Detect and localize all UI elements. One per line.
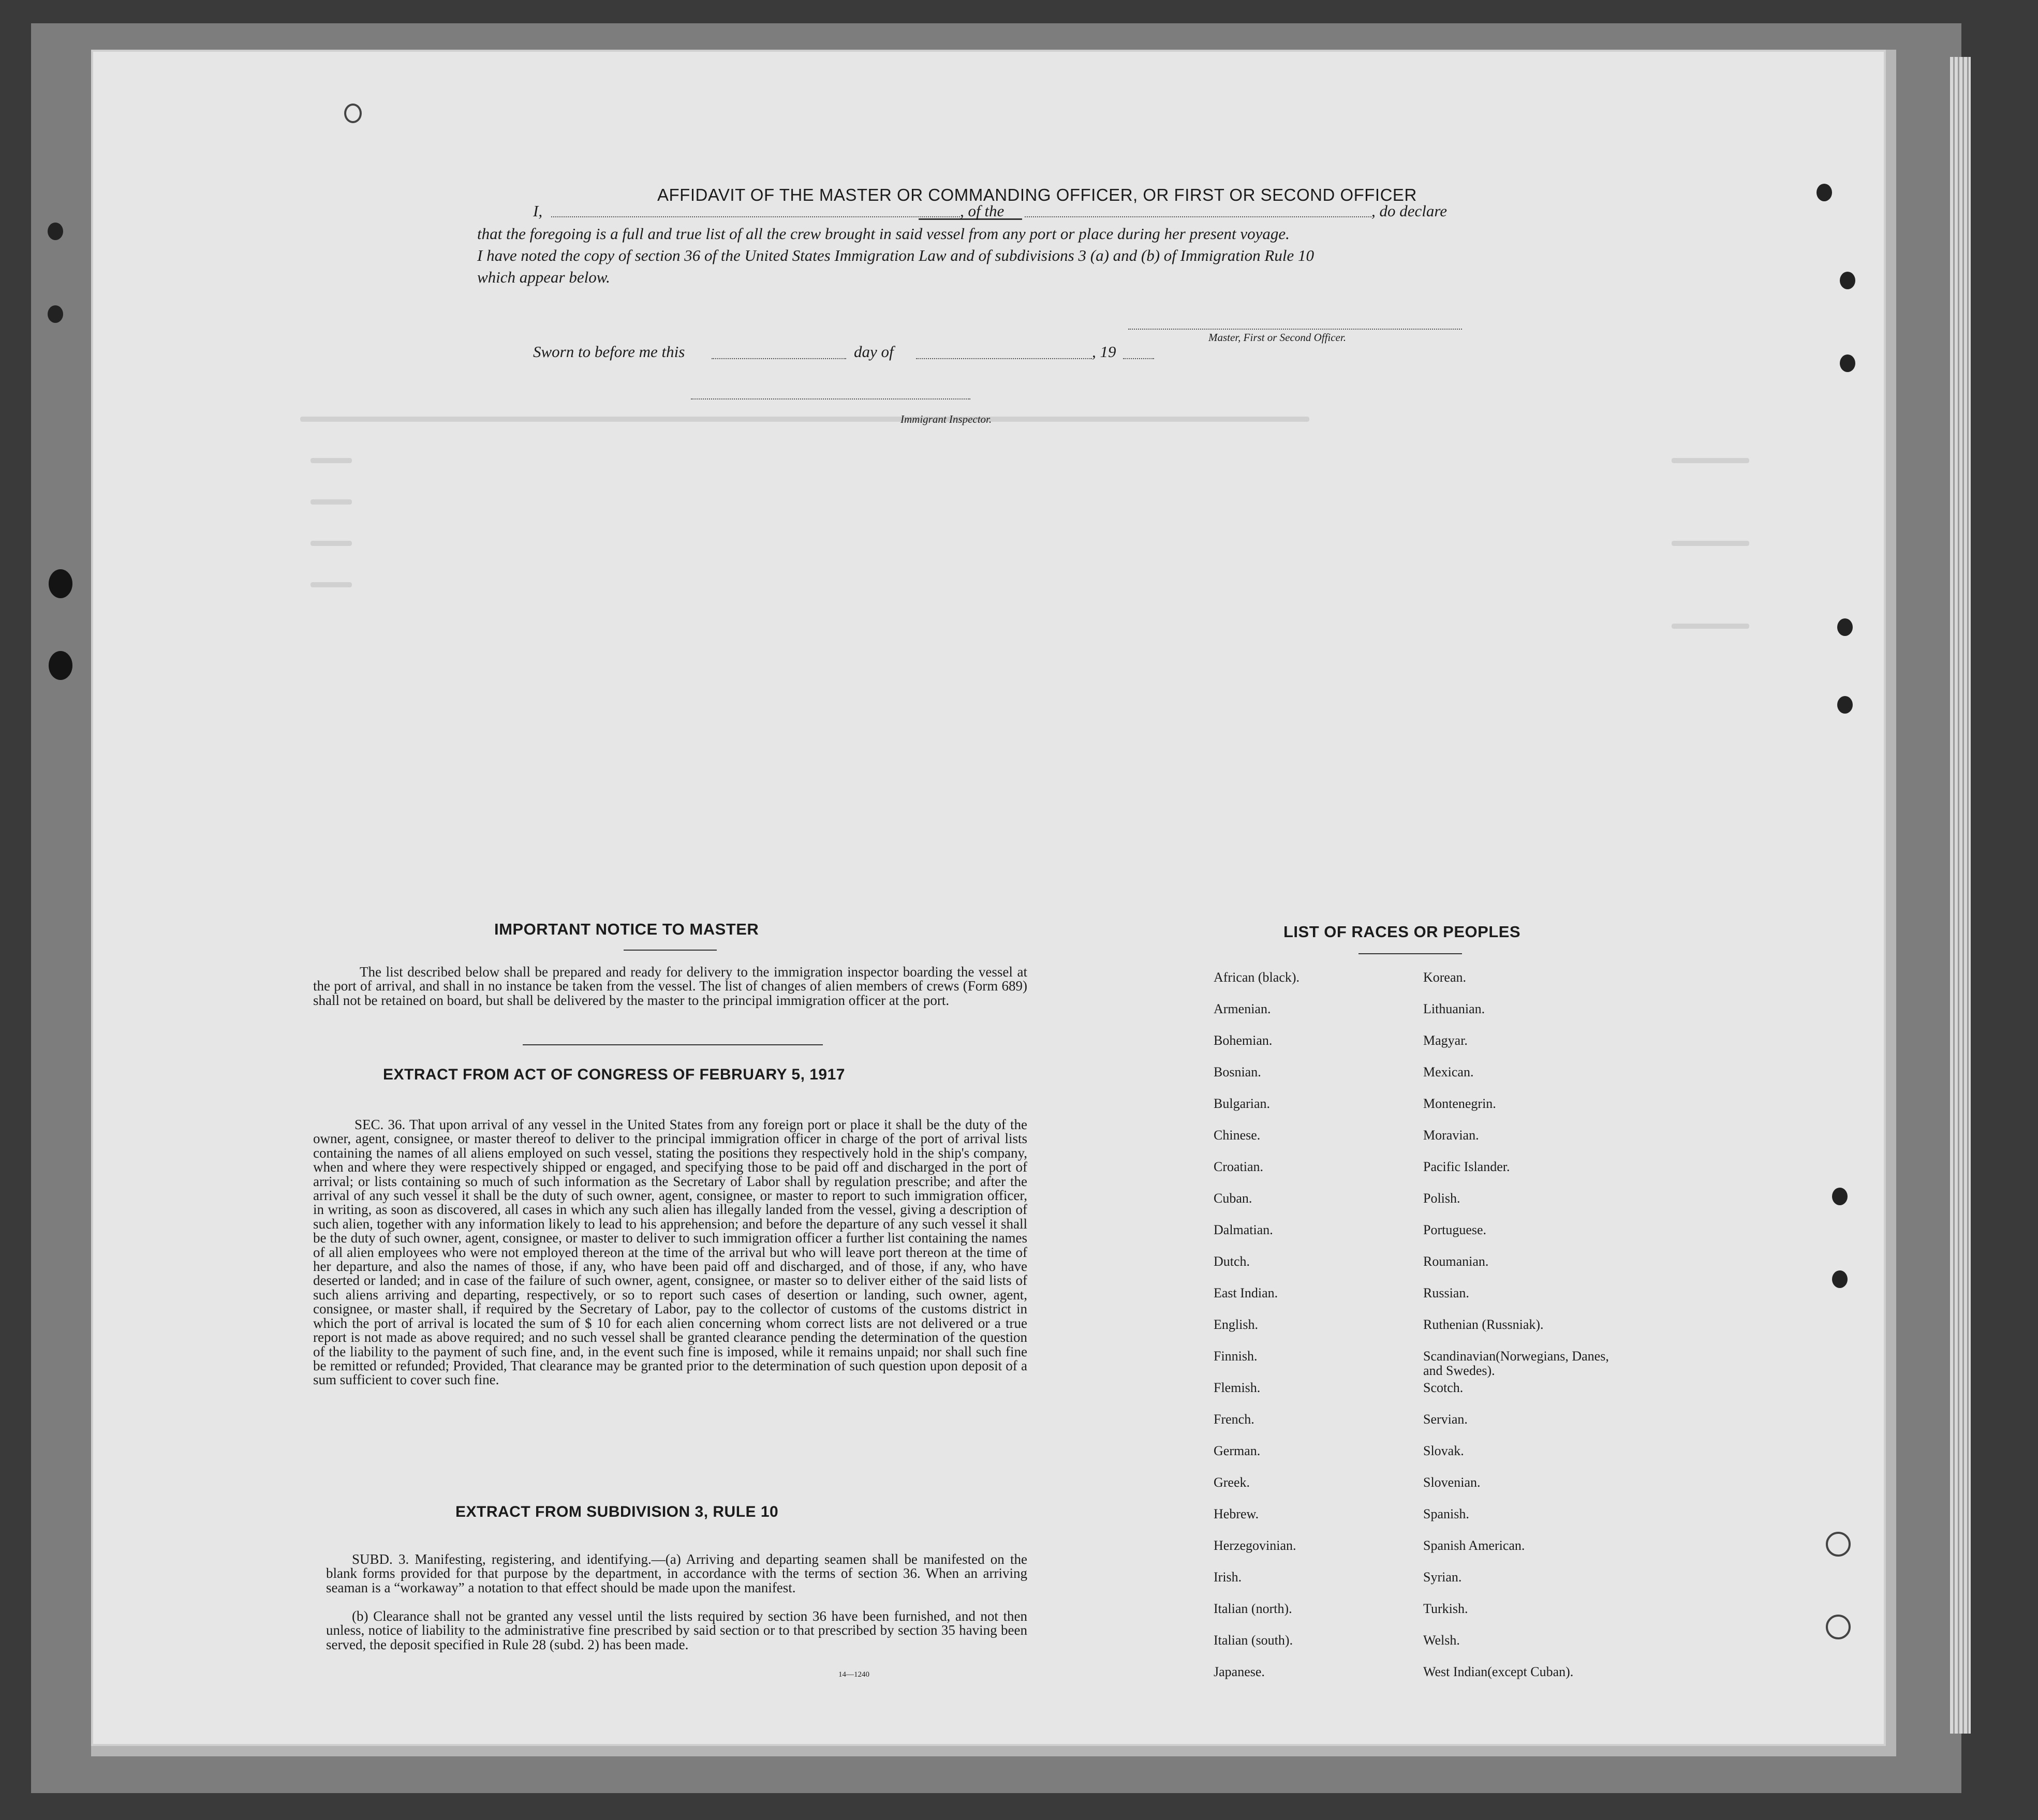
race-item: East Indian. [1214,1285,1278,1300]
affidavit-line-2: that the foregoing is a full and true list of all the crew brought in said vessel from any port or place during her present voyage. [477,225,1290,243]
officer-caption: Master, First or Second Officer. [1208,331,1346,344]
sworn-day-field[interactable] [712,358,846,359]
race-item: Irish. [1214,1570,1242,1585]
race-item: Roumanian. [1423,1254,1489,1269]
race-item: Flemish. [1214,1380,1261,1395]
race-item: Hebrew. [1214,1506,1259,1521]
race-item: Turkish. [1423,1601,1468,1616]
race-item: Slovak. [1423,1443,1464,1458]
race-item: Japanese. [1214,1664,1265,1679]
race-item: Syrian. [1423,1570,1462,1585]
race-item: Italian (north). [1214,1601,1292,1616]
race-item: Dutch. [1214,1254,1250,1269]
sworn-year-field[interactable] [1123,358,1154,359]
binder-hole-icon [49,569,72,598]
inspector-caption: Immigrant Inspector. [900,413,992,425]
race-item: Scandinavian(Norwegians, Danes, and Swedes). [1423,1349,1609,1378]
race-item: Lithuanian. [1423,1001,1485,1016]
vessel-name-field[interactable] [1025,216,1371,217]
punch-hole-icon [1837,618,1853,636]
races-column-1 [1214,970,1415,1696]
rule-extract-subd-b: (b) Clearance shall not be granted any vessel until the lists required by section 36 have been furnished, and not then unless, notice of liability to the administrative fine prescribed by said section or to that prescribed by section 35 having been served, the deposit specified in Rule 28 (subd. 2) has been made. [326,1608,1027,1652]
form-number: 14—1240 [838,1670,869,1679]
bleed-through-mark [311,582,352,587]
race-item: Servian. [1423,1412,1468,1427]
notice-end-divider [523,1044,823,1045]
punch-hole-icon [1817,184,1832,201]
punch-hole-icon [1832,1270,1848,1288]
binder-hole-icon [48,305,63,323]
bleed-through-mark [1672,624,1749,629]
races-title: LIST OF RACES OR PEOPLES [1283,923,1521,941]
race-item: African (black). [1214,970,1300,985]
race-item: Dalmatian. [1214,1222,1273,1237]
race-item: Magyar. [1423,1033,1468,1048]
race-item: Spanish American. [1423,1538,1525,1553]
officer-signature-field[interactable] [1128,329,1462,330]
race-item: English. [1214,1317,1258,1332]
affidavit-declare-label: , do declare [1371,202,1448,220]
sworn-day-of: day of [854,343,894,361]
rule-extract-subd-a: SUBD. 3. Manifesting, registering, and identifying.—(a) Arriving and departing seamen shall be manifested on the blank forms provided for that purpose by the department, in accordance with the terms of section 36. When an arriving seaman is a “workaway” a notation to that effect should be made upon the manifest. [326,1551,1027,1595]
notice-text: The list described below shall be prepared and ready for delivery to the immigration inspector boarding the vessel at the port of arrival, and shall in no instance be taken from the vessel. The list of changes of alien members of crews (Form 689) shall not be retained on board, but shall be delivered by the master to the principal immigration officer at the port. [313,964,1027,1008]
master-name-field[interactable] [551,216,960,217]
bleed-through-mark [311,458,352,463]
act-extract-title: EXTRACT FROM ACT OF CONGRESS OF FEBRUARY 5, 1917 [383,1066,845,1083]
race-item: Montenegrin. [1423,1096,1496,1111]
ring-hole-icon [1826,1615,1851,1639]
race-item: Bulgarian. [1214,1096,1271,1111]
race-item: Bosnian. [1214,1064,1261,1079]
act-extract-text: SEC. 36. That upon arrival of any vessel in the United States from any foreign port or place it shall be the duty of the owner, agent, consignee, or master thereof to deliver to the principal immigration officer in charge of the port of arrival lists containing the names of all aliens employed on such vessel, stating the positions they respectively hold in the ship's company, when and where they were respectively shipped or engaged, and specifying those to be paid off and discharged in the port of arrival; or lists containing so much of such information as the Secretary of Labor shall by regulation prescribe; and after the arrival of any such vessel it shall be the duty of such owner, agent, consignee, or master to report to such immigration officer, in writing, as soon as discovered, all cases in which any such alien has illegally landed from the vessel, giving a description of such alien, together with any information likely to lead to his apprehension; and before the departure of any such vessel it shall be the duty of such owner, agent, consignee, or master to deliver to such immigration officer a further list containing the names of all alien employees who were not employed thereon at the time of the arrival but who will leave port thereon at the time of her departure, and also the names of those, if any, who have been paid off and discharged, and of those, if any, who have deserted or landed; and in case of the failure of such owner, agent, consignee, or master so to deliver either of the said lists of such aliens arriving and departing, respectively, or so to report such cases of desertion or landing, such owner, agent, consignee, or master shall, if required by the Secretary of Labor, pay to the collector of customs of the customs district in which the port of arrival is located the sum of $ 10 for each alien concerning whom correct lists are not delivered or a true report is not made as above required; and no such vessel shall be granted clearance pending the determination of the question of the liability to the payment of such fine, and, in the event such fine is imposed, while it remains unpaid; nor shall such fine be remitted or refunded; Provided, That clearance may be granted prior to the determination of such question upon deposit of a sum sufficient to cover such fine. [313,1117,1027,1388]
race-item: Chinese. [1214,1128,1261,1143]
race-item: Russian. [1423,1285,1469,1300]
race-item: Ruthenian (Russniak). [1423,1317,1544,1332]
notice-title: IMPORTANT NOTICE TO MASTER [494,920,759,938]
race-item: Pacific Islander. [1423,1159,1510,1174]
punch-hole-icon [1837,696,1853,714]
race-item: Moravian. [1423,1128,1479,1143]
rule-extract-title: EXTRACT FROM SUBDIVISION 3, RULE 10 [455,1503,779,1520]
inspector-signature-field[interactable] [691,398,970,399]
punch-hole-icon [1840,272,1855,289]
race-item: Scotch. [1423,1380,1464,1395]
race-item: Finnish. [1214,1349,1258,1364]
sworn-month-field[interactable] [916,358,1092,359]
race-item: Greek. [1214,1475,1250,1490]
race-item: Bohemian. [1214,1033,1273,1048]
bleed-through-mark [311,541,352,546]
race-item: Slovenian. [1423,1475,1481,1490]
notice-divider [624,950,717,951]
race-item: Portuguese. [1423,1222,1487,1237]
race-item: Italian (south). [1214,1633,1293,1648]
affidavit-line-3: I have noted the copy of section 36 of the United States Immigration Law and of subdivisions 3 (a) and (b) of Immigration Rule 10 [477,246,1314,264]
race-item: Spanish. [1423,1506,1469,1521]
bleed-through-mark [311,499,352,505]
race-item: Welsh. [1423,1633,1460,1648]
races-list [1214,970,1679,1747]
affidavit-title: AFFIDAVIT OF THE MASTER OR COMMANDING OFFICER, OR FIRST OR SECOND OFFICER [657,185,1417,204]
ring-hole-icon [1826,1532,1851,1557]
bleed-through-mark [1672,541,1749,546]
race-item: Korean. [1423,970,1467,985]
document-page [93,52,1884,1744]
race-item: Armenian. [1214,1001,1271,1016]
stacked-page-edges [1950,57,1971,1734]
sworn-year-prefix: , 19 [1092,343,1116,361]
race-item: West Indian(except Cuban). [1423,1664,1574,1679]
affidavit-i-label: I, [533,202,543,220]
punch-hole-icon [1832,1188,1848,1205]
race-item: French. [1214,1412,1254,1427]
bleed-through-mark [1672,458,1749,463]
binder-hole-icon [49,651,72,680]
race-item: Croatian. [1214,1159,1264,1174]
affidavit-line-4: which appear below. [477,268,610,286]
race-item: Mexican. [1423,1064,1474,1079]
races-divider [1358,953,1462,954]
sworn-prefix: Sworn to before me this [533,343,685,361]
race-item: Cuban. [1214,1191,1252,1206]
bleed-through-mark [300,417,1309,422]
affidavit-of-the-label: , of the [960,202,1005,220]
race-item: Polish. [1423,1191,1460,1206]
binder-hole-icon [48,223,63,240]
race-item: German. [1214,1443,1261,1458]
punch-hole-icon [1840,354,1855,372]
race-item: Herzegovinian. [1214,1538,1296,1553]
ring-hole-icon [344,103,362,123]
races-column-2 [1423,970,1625,1696]
